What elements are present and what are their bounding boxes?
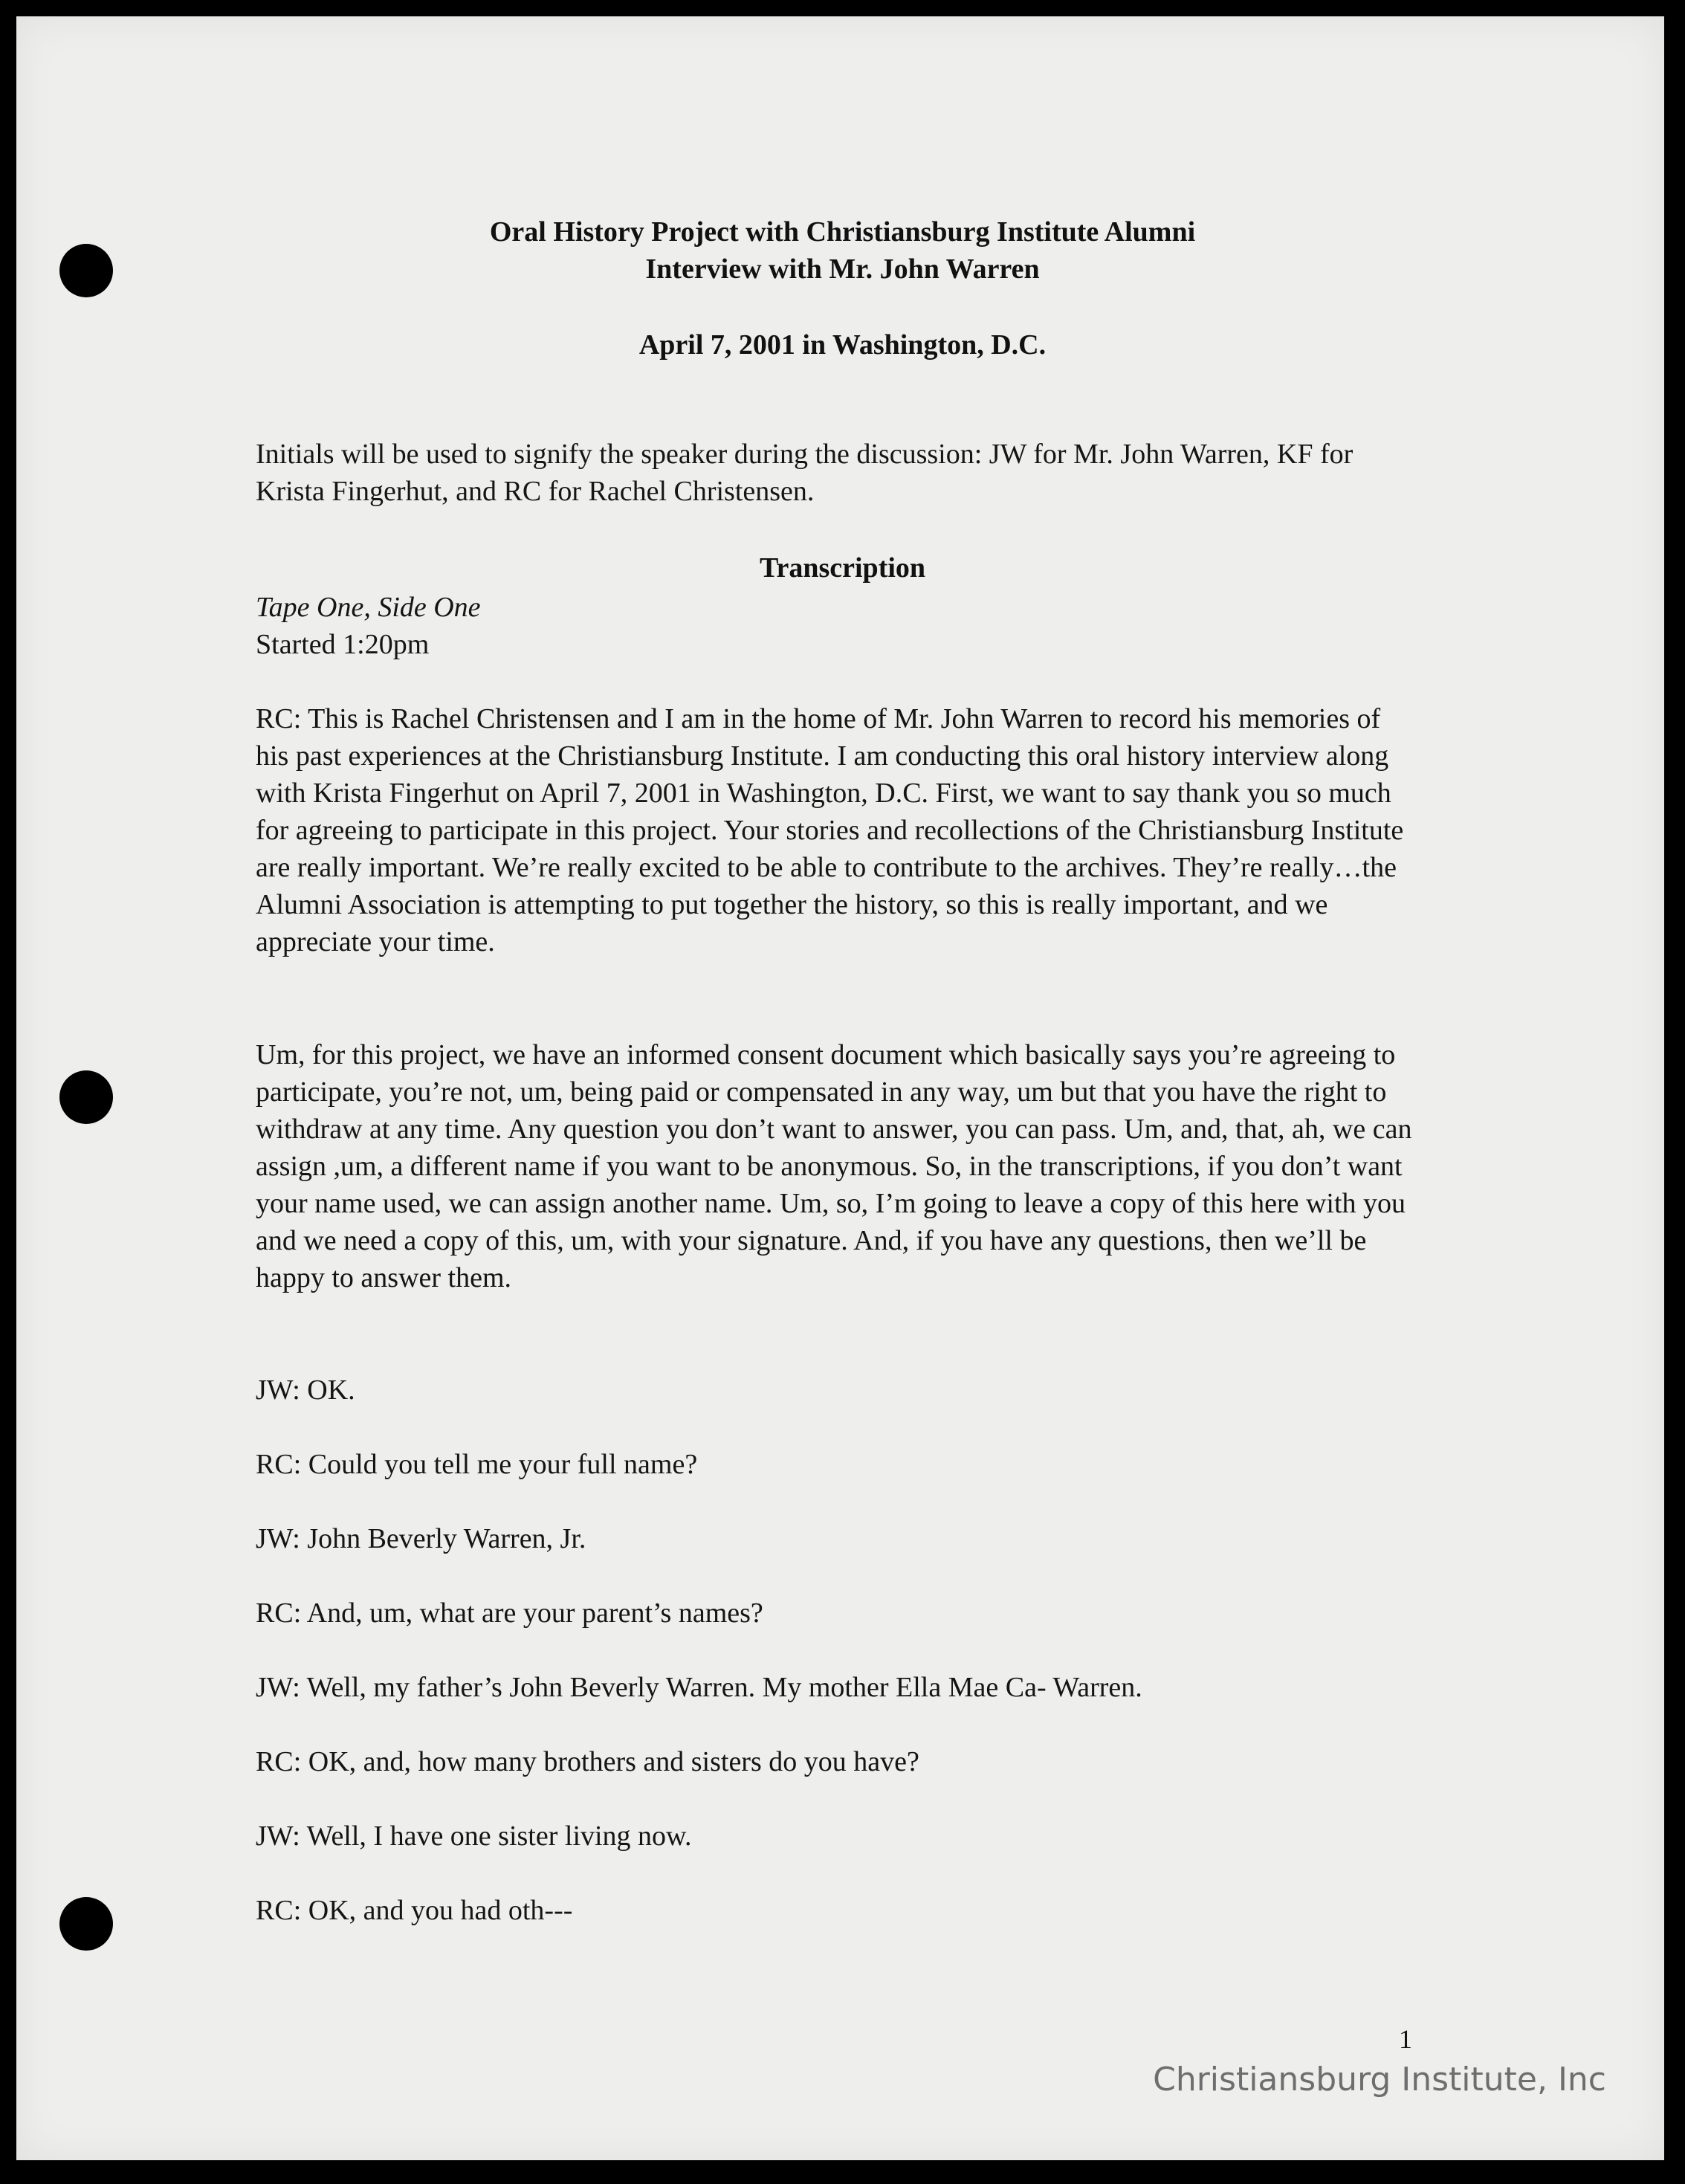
watermark: Christiansburg Institute, Inc	[1153, 2061, 1606, 2099]
dialogue-line: RC: OK, and, how many brothers and sisters do you have?	[256, 1746, 919, 1777]
tape-label: Tape One, Side One	[256, 592, 481, 623]
punch-hole-middle	[59, 1070, 113, 1124]
transcript-paragraph: RC: This is Rachel Christensen and I am in the home of Mr. John Warren to record his memories of his past experiences at the Christiansburg Institute. I am conducting this oral history interview along with Krista Fingerhut on April 7, 2001 in Washington, D.C. First, we want to say thank you so much for agreeing to participate in this project. Your stories and recollections of the Christiansburg Institute are really important. We’re really excited to be able to contribute to the archives. They’re really…the Alumni Association is attempting to put together the history, so this is really important, and we appreciate your time.	[256, 703, 1404, 957]
dialogue-line: JW: John Beverly Warren, Jr.	[256, 1523, 586, 1554]
page-number: 1	[1399, 2024, 1412, 2054]
dialogue-line: RC: OK, and you had oth---	[256, 1895, 573, 1926]
dialogue-line: JW: Well, I have one sister living now.	[256, 1820, 692, 1852]
document-subtitle: Interview with Mr. John Warren	[645, 253, 1040, 285]
start-time: Started 1:20pm	[256, 629, 430, 660]
punch-hole-bottom	[59, 1897, 113, 1951]
dialogue-line: JW: Well, my father’s John Beverly Warren. My mother Ella Mae Ca- Warren.	[256, 1672, 1142, 1703]
dialogue-line: RC: And, um, what are your parent’s names?	[256, 1597, 763, 1629]
dialogue-line: RC: Could you tell me your full name?	[256, 1449, 698, 1480]
section-heading: Transcription	[759, 552, 926, 584]
dialogue-line: JW: OK.	[256, 1374, 355, 1406]
interview-date: April 7, 2001 in Washington, D.C.	[638, 329, 1047, 361]
intro-paragraph: Initials will be used to signify the speaker during the discussion: JW for Mr. John Warren, KF for Krista Fingerhut, and RC for Rachel Christensen.	[256, 439, 1354, 507]
document-title: Oral History Project with Christiansburg Institute Alumni	[489, 216, 1196, 248]
transcript-paragraph: Um, for this project, we have an informed consent document which basically says you’re agreeing to participate, you’re not, um, being paid or compensated in any way, um but that you have the right to withdraw at any time. Any question you don’t want to answer, you can pass. Um, and, that, ah, we can assign ,um, a different name if you want to be anonymous. So, in the transcriptions, if you don’t want your name used, we can assign another name. Um, so, I’m going to leave a copy of this here with you and we need a copy of this, um, with your signature. And, if you have any questions, then we’ll be happy to answer them.	[256, 1039, 1412, 1293]
